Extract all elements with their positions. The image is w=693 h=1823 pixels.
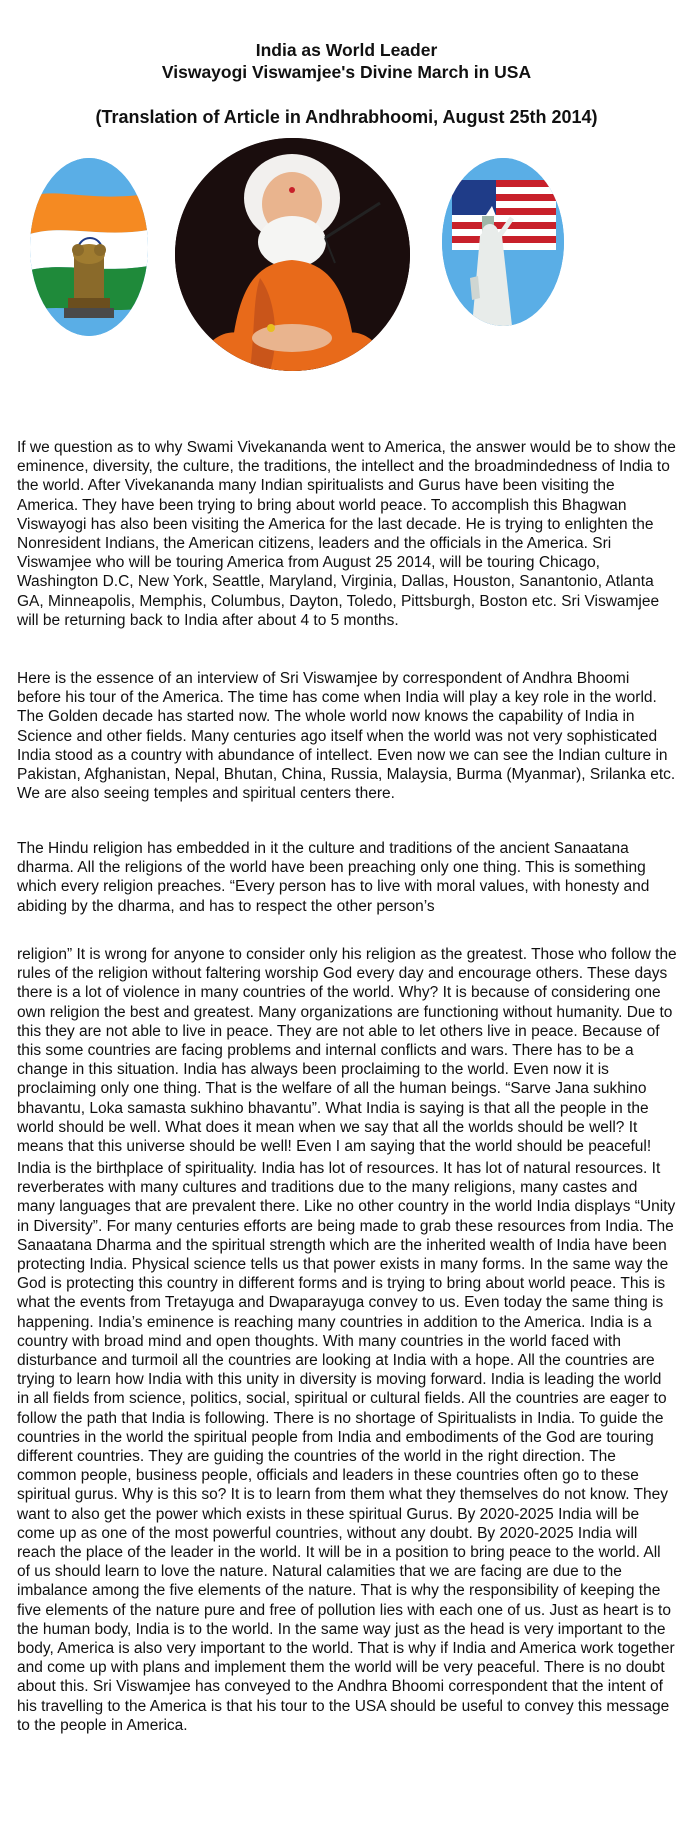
paragraph-1: If we question as to why Swami Vivekananda went to America, the answer would be to show the eminence, diversity, the culture, the traditions, the intellect and the broadmindedness of India to the world. After Vivekananda many Indian spiritualists and Gurus have been visiting the America. They have been trying to bring about world peace. To accomplish this Bhagwan Viswayogi has also been visiting the America for the last decade. He is trying to enlighten the Nonresident Indians, the American citizens, leaders and the officials in the America. Sri Viswamjee who will be touring America from August 25 2014, will be touring Chicago, Washington D.C, New York, Seattle, Maryland, Virginia, Dallas, Houston, Sanantonio, Atlanta GA, Minneapolis, Memphis, Columbus, Dayton, Toledo, Pittsburgh, Boston etc. Sri Viswamjee will be returning back to India after about 4 to 5 months. <box>17 439 676 629</box>
swami-portrait <box>175 138 410 371</box>
paragraph-2: Here is the essence of an interview of Sri Viswamjee by correspondent of Andhra Bhoomi before his tour of the America. The time has come when India will play a key role in the world. The Golden decade has started now. The whole world now knows the capability of India in Science and other fields. Many centuries ago itself when the world was not very sophisticated India stood as a country with abundance of intellect. Even now we can see the Indian culture in Pakistan, Afghanistan, Nepal, Bhutan, China, Russia, Malaysia, Burma (Myanmar), Srilanka etc. We are also seeing temples and spiritual centers there. <box>17 670 676 803</box>
page-subtitle: (Translation of Article in Andhrabhoomi, August 25th 2014) <box>95 107 598 127</box>
paragraph-4: religion” It is wrong for anyone to consider only his religion as the greatest. Those who follow the rules of the religion without faltering worship God every day and encourage others. These days there is a lot of violence in many countries of the world. Why? It is because of considering one own religion the best and greatest. Many organizations are functioning without humanity. Due to this they are not able to live in peace. They are not able to let others live in peace. Because of this some countries are facing problems and internal conflicts and wars. There has to be a change in this situation. India has always been proclaiming to the world. Even now it is proclaiming only one thing. That is the welfare of all the human beings. “Sarve Jana sukhino bhavantu, Loka samasta sukhino bhavantu”. What India is saying is that all the people in the world should be well. What does it mean when we say that all the worlds should be well? It means that this universe should be well! Even I am saying that the world should be peaceful! <box>17 946 677 1156</box>
page-title-line2: Viswayogi Viswamjee's Divine March in USA <box>161 62 532 82</box>
usa-flag-liberty-icon <box>442 158 564 326</box>
page-title: India as World Leader <box>255 40 438 60</box>
india-flag-emblem-icon <box>30 158 148 336</box>
paragraph-5: India is the birthplace of spirituality. India has lot of resources. It has lot of natural resources. It reverberates with many cultures and traditions due to the many religions, many castes and many languages that are prevalent there. Like no other country in the world India displays “Unity in Diversity”. For many centuries efforts are being made to grab these resources from India. The Sanaatana Dharma and the spiritual strength which are the inherited wealth of India have been protecting India. Physical science tells us that power exists in many forms. In the same way the God is protecting this country in different forms and is trying to bring about world peace. This is what the events from Tretayuga and Dwaparayuga convey to us. Even today the same thing is happening. India’s eminence is reaching many countries in addition to the America. India is a country with broad mind and open thoughts. With many countries in the world faced with disturbance and turmoil all the countries are looking at India with a hope. All the countries are trying to learn how India with this unity in diversity is moving forward. India is leading the world in all fields from science, politics, social, spiritual or cultural fields. All the countries are eager to follow the path that India is following. There is no shortage of Spiritualists in India. To guide the countries in the world the spiritual people from India and embodiments of the God are touring different countries. They are guiding the countries of the world in the right direction. The common people, business people, officials and leaders in these countries often go to these spiritual gurus. Why is this so? It is to learn from them what they themselves do not know. They want to also get the power which exists in these spiritual Gurus. By 2020-2025 India will be come up as one of the most powerful countries, without any doubt. By 2020-2025 India will reach the place of the leader in the world. It will be in a position to bring peace to the world. All of us should learn to love the nature. Natural calamities that we are facing are due to the imbalance among the five elements of the nature. That is why the responsibility of keeping the five elements of the nature pure and free of pollution lies with each one of us. Just as heart is to the human body, India is to the world. In the same way just as the head is very important to the body, America is also very important to the world. That is why if India and America work together and come up with plans and implement them the world will be very peaceful. There is no doubt about this. Sri Viswamjee has conveyed to the Andhra Bhoomi correspondent that the intent of his travelling to the America is that his tour to the USA should be useful to convey this message to the people in America. <box>17 1160 676 1734</box>
paragraph-3: The Hindu religion has embedded in it the culture and traditions of the ancient Sanaatana dharma. All the religions of the world have been preaching only one thing. This is something which every religion preaches. “Every person has to live with moral values, with honesty and abiding by the dharma, and has to respect the other person’s <box>17 840 650 915</box>
